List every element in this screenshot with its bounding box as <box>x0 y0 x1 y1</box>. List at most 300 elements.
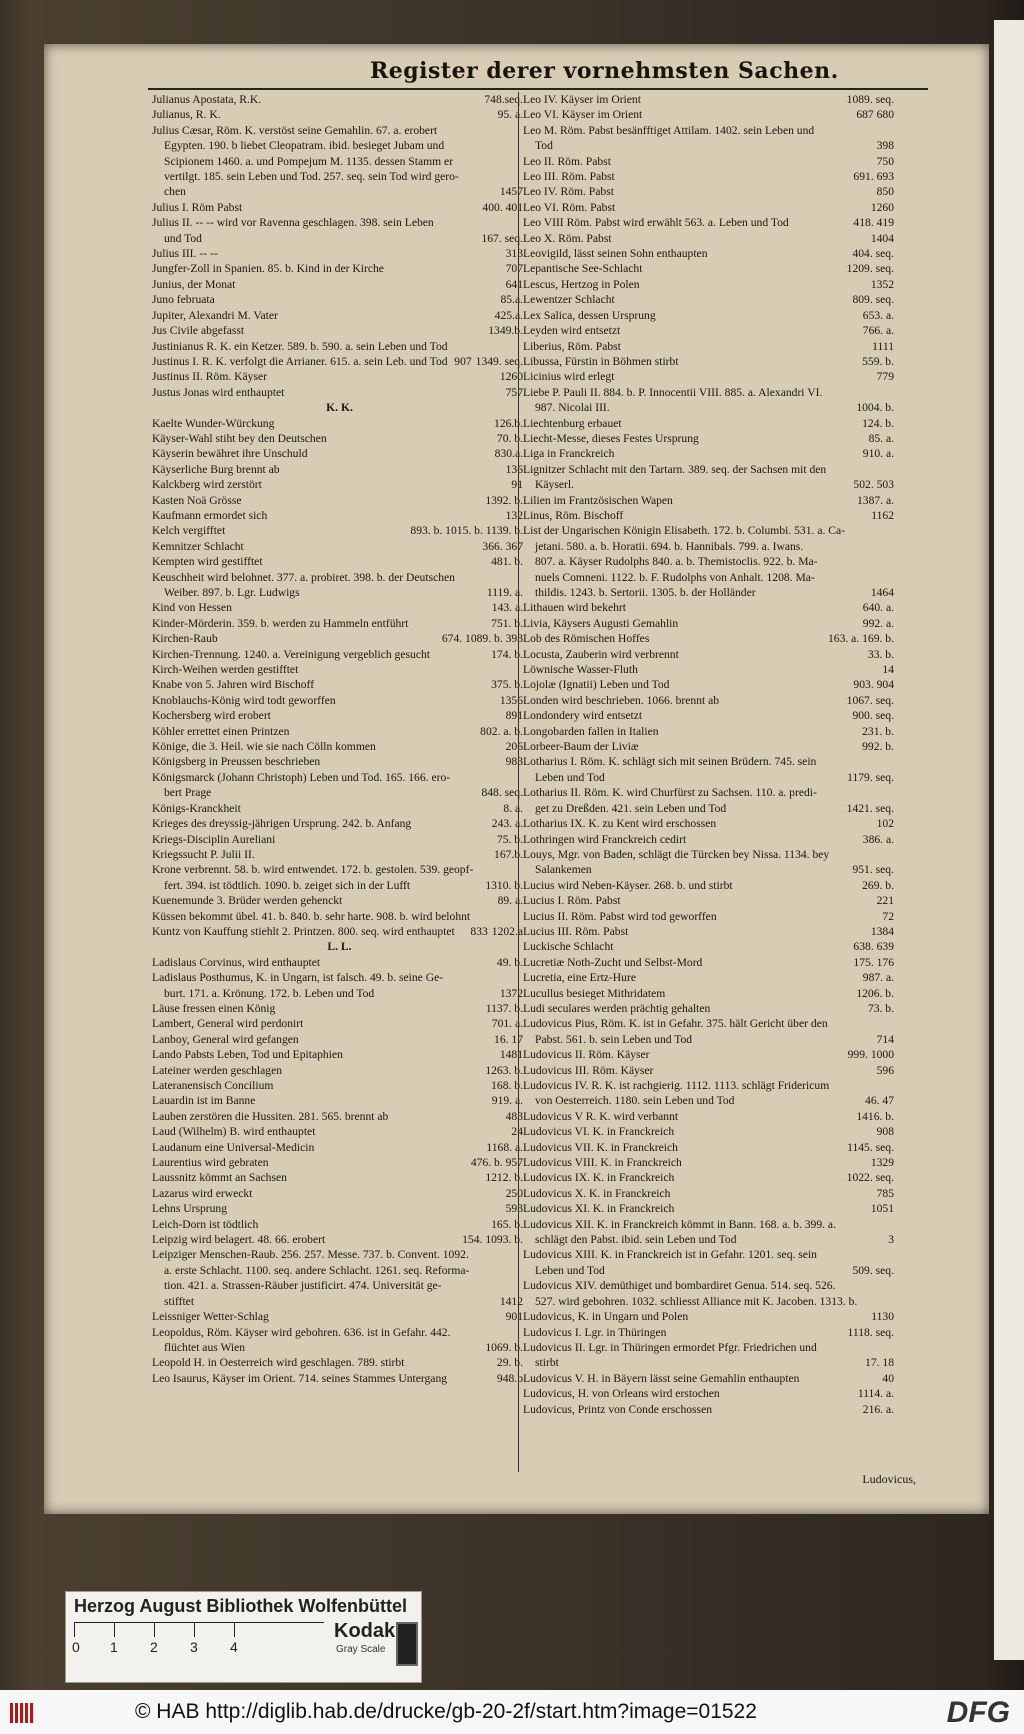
page-reference: 8. a. <box>503 801 523 815</box>
page-reference: 136 <box>505 462 523 476</box>
entry-text: Liebe P. Pauli II. 884. b. P. Innocentii VIII. 885. a. Alexandri VI. <box>523 385 823 399</box>
index-entry <box>523 523 898 538</box>
index-entry <box>523 1278 898 1293</box>
entry-text: Salankemen <box>535 863 592 877</box>
page-reference: 1421. seq. <box>846 801 894 815</box>
index-entry <box>523 693 898 708</box>
entry-text: Lepantische See-Schlacht <box>523 262 643 276</box>
index-entry <box>523 231 898 246</box>
entry-text: Ludovicus, Printz von Conde erschossen <box>523 1402 713 1416</box>
entry-text: Licinius wird erlegt <box>523 370 615 384</box>
entry-text: Käyserin bewähret ihre Unschuld <box>152 447 308 461</box>
entry-text: Leo M. Röm. Pabst besänfftiget Attilam. 1402. sein Leben und <box>523 123 815 137</box>
entry-text: Laurentius wird gebraten <box>152 1156 269 1170</box>
entry-text: Lazarus wird erweckt <box>152 1186 253 1200</box>
index-entry-continuation <box>523 1263 898 1278</box>
viewer-footer <box>0 1690 1024 1734</box>
page-reference: 919. a. <box>491 1094 523 1108</box>
page-reference: 143. a. <box>491 601 523 615</box>
index-entry <box>152 816 527 831</box>
entry-text: Justus Jonas wird enthauptet <box>152 385 285 399</box>
index-entry <box>523 493 898 508</box>
entry-text: Pabst. 561. b. sein Leben und Tod <box>535 1032 693 1046</box>
entry-text: und Tod <box>164 231 202 245</box>
page-reference: 366. 367 <box>482 539 523 553</box>
entry-text: Louys, Mgr. von Baden, schlägt die Türcken bey Nissa. 1134. bey <box>523 847 830 861</box>
page-reference: 1067. seq. <box>846 693 894 707</box>
index-entry <box>523 1325 898 1340</box>
page-reference: 174. b. <box>491 647 523 661</box>
index-entry <box>523 1063 898 1078</box>
index-entry <box>152 323 527 338</box>
page-reference: 785 <box>876 1186 894 1200</box>
entry-text: Libussa, Fürstin in Böhmen stirbt <box>523 354 679 368</box>
page-reference: 1111 <box>872 339 894 353</box>
entry-text: Kriegs-Disciplin Aureliani <box>152 832 276 846</box>
page-reference: 404. seq. <box>852 247 894 261</box>
index-entry <box>152 909 527 924</box>
entry-text: Laudanum eine Universal-Medicin <box>152 1140 315 1154</box>
index-entry <box>152 647 527 662</box>
index-entry <box>152 523 527 538</box>
entry-text: Leo VI. Röm. Pabst <box>523 200 616 214</box>
entry-text: Julius III. -- -- <box>152 247 218 261</box>
page-reference: 1349. seq. <box>475 354 523 368</box>
index-entry <box>152 616 527 631</box>
entry-text: Tod <box>535 139 553 153</box>
page-reference: 72 <box>882 909 894 923</box>
page-reference: 1416. b. <box>856 1109 894 1123</box>
page-reference: 596 <box>876 1063 894 1077</box>
entry-text: Justinus II. Röm. Käyser <box>152 370 267 384</box>
entry-text: Krieges des dreyssig-jährigen Ursprung. 242. b. Anfang <box>152 817 412 831</box>
index-entry <box>152 1001 527 1016</box>
page-reference: 1069. b. <box>485 1340 523 1354</box>
page-reference: 779 <box>876 370 894 384</box>
entry-text: Lucius wird Neben-Käyser. 268. b. und stirbt <box>523 878 733 892</box>
index-entry <box>523 123 898 138</box>
index-entry-continuation <box>523 1032 898 1047</box>
page-reference: 641 <box>505 277 523 291</box>
page-reference: 3 <box>888 1233 894 1247</box>
entry-text: 807. a. Käyser Rudolphs 840. a. b. Themistoclis. 922. b. Ma- <box>535 555 818 569</box>
page-reference: 73. b. <box>867 1001 894 1015</box>
entry-text: Ludovicus VIII. K. in Franckreich <box>523 1156 682 1170</box>
index-entry <box>523 955 898 970</box>
index-entry <box>523 169 898 184</box>
entry-text: Leo IV. Käyser im Orient <box>523 93 641 106</box>
entry-text: Leo II. Röm. Pabst <box>523 154 611 168</box>
page-reference: 1263. b. <box>485 1063 523 1077</box>
entry-text: Köhler errettet einen Printzen <box>152 724 290 738</box>
entry-text: chen <box>164 185 186 199</box>
index-entry <box>523 1155 898 1170</box>
index-entry-continuation <box>152 1278 527 1293</box>
entry-text: Lucretia, eine Ertz-Hure <box>523 971 636 985</box>
page-reference: 833 <box>470 924 488 938</box>
entry-text: Ludovicus XIII. K. in Franckreich ist in Gefahr. 1201. seq. sein <box>523 1248 817 1262</box>
kodak-brand: Kodak <box>334 1620 396 1642</box>
index-entry <box>152 477 527 492</box>
entry-text: Lothringen wird Franckreich cedirt <box>523 832 687 846</box>
index-entry <box>523 385 898 400</box>
entry-text: Lateiner werden geschlagen <box>152 1063 283 1077</box>
page-reference: 24 <box>511 1125 523 1139</box>
index-entry <box>152 339 527 354</box>
index-entry <box>152 955 527 970</box>
page-reference: 1162 <box>871 508 894 522</box>
index-entry <box>152 924 527 939</box>
page-reference: 1137. b. <box>485 1001 523 1015</box>
entry-text: Liechtenburg erbauet <box>523 416 622 430</box>
page-reference: 750 <box>876 154 894 168</box>
page-reference: 1118. seq. <box>847 1325 894 1339</box>
entry-text: Lithauen wird bekehrt <box>523 601 627 615</box>
index-entry-continuation <box>152 585 527 600</box>
index-entry <box>152 1355 527 1370</box>
index-entry <box>152 308 527 323</box>
index-entry <box>152 431 527 446</box>
entry-text: Königs-Kranckheit <box>152 801 241 815</box>
page-reference: 49. b. <box>496 955 523 969</box>
entry-text: Locusta, Zauberin wird verbrennt <box>523 647 679 661</box>
index-entry-continuation <box>152 154 527 169</box>
index-entry <box>523 508 898 523</box>
index-entry-continuation <box>523 477 898 492</box>
page-reference: 848. seq. <box>481 786 523 800</box>
index-entry <box>152 215 527 230</box>
index-entry <box>523 154 898 169</box>
entry-text: Ludovicus I. Lgr. in Thüringen <box>523 1325 667 1339</box>
index-entry <box>523 677 898 692</box>
page-reference: 1130 <box>871 1310 894 1324</box>
index-entry <box>523 92 898 107</box>
entry-text: Londen wird beschrieben. 1066. brennt ab <box>523 693 720 707</box>
index-entry <box>523 277 898 292</box>
page-reference: 476. b. 957 <box>470 1156 523 1170</box>
catchword: Ludovicus, <box>862 1472 916 1486</box>
index-entry-continuation <box>523 585 898 600</box>
index-entry <box>523 261 898 276</box>
entry-text: Kind von Hessen <box>152 601 232 615</box>
page-reference: 1384 <box>870 924 894 938</box>
entry-text: Julius I. Röm Pabst <box>152 200 243 214</box>
index-entry <box>152 893 527 908</box>
index-entry <box>523 909 898 924</box>
page-reference: 1392. b. <box>485 493 523 507</box>
index-column-left <box>152 92 527 1386</box>
page-reference: 132 <box>505 508 523 522</box>
page-reference: 983 <box>505 755 523 769</box>
entry-text: Kinder-Mörderin. 359. b. werden zu Hammeln entführt <box>152 616 409 630</box>
entry-text: Lilien im Frantzösischen Wapen <box>523 493 673 507</box>
page-reference: 386. a. <box>862 832 894 846</box>
entry-text: Leissniger Wetter-Schlag <box>152 1310 269 1324</box>
page-reference: 1349.b. <box>488 324 523 338</box>
page-reference: 89. a. <box>497 894 523 908</box>
entry-text: Liga in Franckreich <box>523 447 615 461</box>
index-entry <box>152 1047 527 1062</box>
index-entry <box>152 832 527 847</box>
index-entry <box>152 123 527 138</box>
index-entry <box>152 107 527 122</box>
gray-scale-label: Gray Scale <box>336 1644 386 1655</box>
entry-text: Käyserl. <box>535 478 574 492</box>
entry-text: Ludovicus V. H. in Bäyern lässt seine Gemahlin enthaupten <box>523 1371 800 1385</box>
page-reference: 707 <box>505 262 523 276</box>
entry-text: Leipzig wird belagert. 48. 66. erobert <box>152 1233 326 1247</box>
entry-text: Lambert, General wird perdonirt <box>152 1017 304 1031</box>
entry-text: Ludovicus III. Röm. Käyser <box>523 1063 654 1077</box>
index-entry <box>152 1016 527 1031</box>
index-entry-continuation <box>152 169 527 184</box>
entry-text: Weiber. 897. b. Lgr. Ludwigs <box>164 586 300 599</box>
index-entry <box>152 1186 527 1201</box>
entry-text: Leyden wird entsetzt <box>523 324 621 338</box>
index-entry-continuation <box>152 1294 527 1309</box>
entry-text: Leo VIII Röm. Pabst wird erwählt 563. a. Leben und Tod <box>523 216 789 230</box>
index-entry <box>523 1386 898 1401</box>
page-reference: 400. 401 <box>482 200 523 214</box>
index-entry <box>523 1371 898 1386</box>
index-entry <box>523 1402 898 1417</box>
entry-text: Jungfer-Zoll in Spanien. 85. b. Kind in der Kirche <box>152 262 384 276</box>
page-reference: 559. b. <box>862 354 894 368</box>
index-entry <box>523 847 898 862</box>
index-entry <box>152 246 527 261</box>
index-entry <box>152 739 527 754</box>
index-entry <box>152 1217 527 1232</box>
entry-text: Julius II. -- -- wird vor Ravenna geschlagen. 398. sein Leben <box>152 216 434 230</box>
index-entry <box>523 816 898 831</box>
ruler-tick <box>74 1623 75 1637</box>
index-entry <box>523 1001 898 1016</box>
entry-text: Julianus Apostata, R.K. <box>152 93 262 106</box>
entry-text: Ludovicus XI. K. in Franckreich <box>523 1202 675 1216</box>
page-reference: 766. a. <box>862 324 894 338</box>
page-reference: 1145. seq. <box>847 1140 894 1154</box>
page-reference: 167. seq. <box>481 231 523 245</box>
index-entry-continuation <box>152 184 527 199</box>
index-entry <box>523 1016 898 1031</box>
entry-text: Ladislaus Corvinus, wird enthauptet <box>152 955 321 969</box>
entry-text: Linus, Röm. Bischoff <box>523 508 624 522</box>
entry-text: Lateranensisch Concilium <box>152 1079 274 1092</box>
index-entry <box>152 1247 527 1262</box>
index-entry <box>523 832 898 847</box>
index-entry <box>152 1032 527 1047</box>
entry-text: Lignitzer Schlacht mit den Tartarn. 389. seq. der Sachsen mit den <box>523 462 827 476</box>
entry-text: Ladislaus Posthumus, K. in Ungarn, ist falsch. 49. b. seine Ge- <box>152 971 444 985</box>
page-reference: 163. a. 169. b. <box>827 632 894 646</box>
index-entry <box>523 1170 898 1185</box>
index-entry <box>152 1170 527 1185</box>
index-entry <box>152 462 527 477</box>
index-entry <box>152 1124 527 1139</box>
index-entry <box>523 600 898 615</box>
index-entry <box>152 662 527 677</box>
gray-swatch <box>396 1622 418 1666</box>
index-entry <box>523 1201 898 1216</box>
index-entry <box>152 200 527 215</box>
entry-text: Ludovicus XII. K. in Franckreich kömmt in Bann. 168. a. b. 399. a. <box>523 1217 836 1231</box>
page-reference: 992. b. <box>862 740 894 754</box>
index-entry <box>523 323 898 338</box>
entry-text: Königsmarck (Johann Christoph) Leben und Tod. 165. 166. ero- <box>152 770 451 784</box>
page-reference: 33. b. <box>867 647 894 661</box>
index-entry <box>523 939 898 954</box>
entry-text: Juno februata <box>152 293 215 307</box>
entry-text: Ludi seculares werden prächtig gehalten <box>523 1001 711 1015</box>
index-entry <box>523 1340 898 1355</box>
entry-text: stifftet <box>164 1294 195 1308</box>
index-entry <box>523 1047 898 1062</box>
index-entry <box>152 1140 527 1155</box>
index-entry <box>152 1325 527 1340</box>
index-entry-continuation <box>523 570 898 585</box>
heading-rule <box>148 88 928 90</box>
entry-text: schlägt den Pabst. ibid. sein Leben und Tod <box>535 1233 737 1247</box>
index-entry <box>523 893 898 908</box>
index-entry <box>152 862 527 877</box>
index-entry <box>523 292 898 307</box>
index-entry <box>152 570 527 585</box>
page-reference: 502. 503 <box>853 478 894 492</box>
index-entry-continuation <box>523 862 898 877</box>
page-reference: 154. 1093. b. <box>462 1233 523 1247</box>
entry-text: Leipziger Menschen-Raub. 256. 257. Messe. 737. b. Convent. 1092. <box>152 1248 469 1262</box>
entry-text: Leich-Dorn ist tödtlich <box>152 1217 259 1231</box>
index-entry <box>152 369 527 384</box>
page-reference: 1387. a. <box>856 493 894 507</box>
index-entry <box>523 308 898 323</box>
index-entry <box>152 677 527 692</box>
entry-text: Kasten Noä Grösse <box>152 493 242 507</box>
index-entry-continuation <box>152 1340 527 1355</box>
page-reference: 1412 <box>499 1294 523 1308</box>
entry-text: Ludovicus IV. R. K. ist rachgierig. 1112. 1113. schlägt Fridericum <box>523 1079 830 1092</box>
page-reference: 992. a. <box>862 616 894 630</box>
page-reference: 687 680 <box>856 108 894 122</box>
entry-text: Lauben zerstören die Hussiten. 281. 565. brennt ab <box>152 1109 389 1123</box>
index-entry <box>152 1309 527 1324</box>
entry-text: Jupiter, Alexandri M. Vater <box>152 308 278 322</box>
entry-text: Leovigild, lässt seinen Sohn enthaupten <box>523 247 708 261</box>
entry-text: Longobarden fallen in Italien <box>523 724 659 738</box>
page-reference: 802. a. b. <box>480 724 523 738</box>
page-reference: 830.a. <box>494 447 523 461</box>
index-entry <box>523 647 898 662</box>
page-reference: 1310. b. <box>485 878 523 892</box>
index-entry <box>152 600 527 615</box>
source-url[interactable]: © HAB http://diglib.hab.de/drucke/gb-20-2f/start.htm?image=01522 <box>135 1700 757 1723</box>
page-reference: 124. b. <box>862 416 894 430</box>
entry-text: fert. 394. ist tödtlich. 1090. b. zeiget sich in der Lufft <box>164 878 411 892</box>
index-entry <box>152 1232 527 1247</box>
entry-text: Keuschheit wird belohnet. 377. a. probiret. 398. b. der Deutschen <box>152 570 455 584</box>
entry-text: Küssen bekommt übel. 41. b. 840. b. sehr harte. 908. b. wird belohnt <box>152 909 471 923</box>
index-entry <box>152 801 527 816</box>
page-reference: 1089. seq. <box>846 93 894 106</box>
index-entry <box>523 1309 898 1324</box>
page-reference: 221 <box>876 894 894 908</box>
page-reference: 313 <box>505 247 523 261</box>
page-reference: 910. a. <box>862 447 894 461</box>
index-entry-continuation <box>152 138 527 153</box>
index-entry <box>152 770 527 785</box>
page-reference: 1209. seq. <box>846 262 894 276</box>
page-reference: 1212. b. <box>485 1171 523 1185</box>
entry-text: Leo IV. Röm. Pabst <box>523 185 614 199</box>
page-reference: 1356 <box>499 693 523 707</box>
entry-text: Ludovicus XIV. demüthiget und bombardiret Genua. 514. seq. 526. <box>523 1279 836 1293</box>
index-entry <box>523 1124 898 1139</box>
index-entry <box>152 554 527 569</box>
index-entry <box>523 339 898 354</box>
ruler-tick <box>154 1623 155 1637</box>
entry-text: Lauardin ist im Banne <box>152 1094 256 1108</box>
index-entry <box>523 754 898 769</box>
index-entry <box>523 184 898 199</box>
page-reference: 509. seq. <box>852 1263 894 1277</box>
index-entry <box>523 986 898 1001</box>
entry-text: flüchtet aus Wien <box>164 1340 246 1354</box>
index-entry <box>152 1109 527 1124</box>
index-entry-continuation <box>152 878 527 893</box>
entry-text: Julius Cæsar, Röm. K. verstöst seine Gemahlin. 67. a. erobert <box>152 123 438 137</box>
entry-text: Lex Salica, dessen Ursprung <box>523 308 656 322</box>
index-entry <box>523 616 898 631</box>
page-reference: 1114. a. <box>857 1387 894 1401</box>
ruler-number: 2 <box>150 1639 158 1655</box>
page-reference: 908 <box>876 1125 894 1139</box>
page-reference: 16. 17 <box>494 1032 523 1046</box>
index-entry <box>523 200 898 215</box>
index-entry <box>152 970 527 985</box>
index-entry <box>152 292 527 307</box>
entry-text: 527. wird gebohren. 1032. schliesst Alliance mit K. Jacoben. 1313. b. <box>535 1294 858 1308</box>
entry-text: stirbt <box>535 1356 559 1370</box>
ruler-number: 1 <box>110 1639 118 1655</box>
entry-text: burt. 171. a. Krönung. 172. b. Leben und Tod <box>164 986 375 1000</box>
entry-text: Kochersberg wird erobert <box>152 709 271 723</box>
entry-text: Laussnitz kömmt an Sachsen <box>152 1171 287 1185</box>
ruler-tick <box>114 1623 115 1637</box>
page-reference: 85. a. <box>868 431 894 445</box>
index-entry <box>523 107 898 122</box>
entry-text: Lojolæ (Ignatii) Leben und Tod <box>523 678 670 692</box>
page-reference: 206 <box>505 740 523 754</box>
index-entry <box>523 724 898 739</box>
index-entry <box>523 416 898 431</box>
index-entry <box>152 693 527 708</box>
page-reference: 891 <box>505 709 523 723</box>
entry-text: Leo X. Röm. Pabst <box>523 231 612 245</box>
page-reference: 1051 <box>870 1202 894 1216</box>
page-reference: 1168. a. <box>486 1140 523 1154</box>
page-reference: 243. a. <box>491 817 523 831</box>
index-entry <box>152 1155 527 1170</box>
entry-text: Kalckberg wird zerstört <box>152 478 262 492</box>
entry-text: nuels Comneni. 1122. b. F. Rudolphs von Anhalt. 1208. Ma- <box>535 570 815 584</box>
ruler-tick <box>234 1623 235 1637</box>
page-reference: 1329 <box>870 1156 894 1170</box>
entry-text: Junius, der Monat <box>152 277 236 291</box>
entry-text: Leo Isaurus, Käyser im Orient. 714. seines Stammes Untergang <box>152 1371 448 1385</box>
index-entry <box>152 92 527 107</box>
index-entry <box>152 754 527 769</box>
ruler-tick <box>194 1623 195 1637</box>
